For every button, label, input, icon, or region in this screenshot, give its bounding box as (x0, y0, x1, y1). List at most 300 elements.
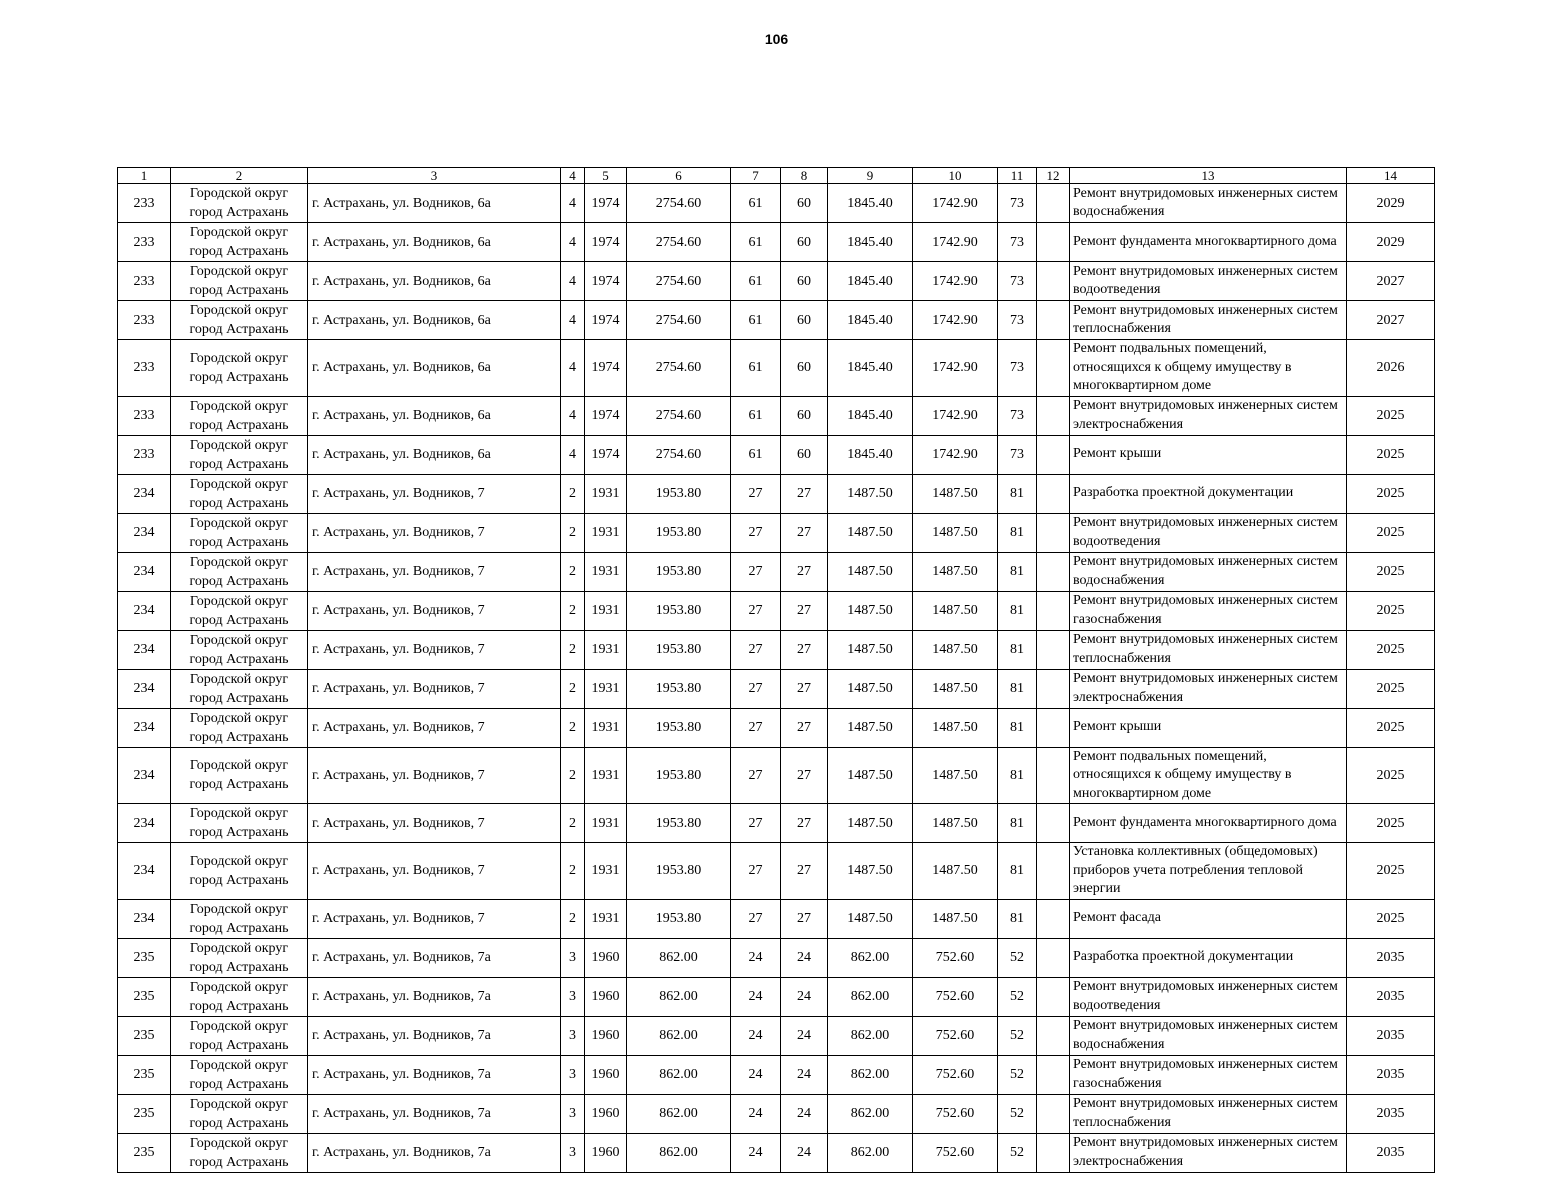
work-type-cell: Ремонт внутридомовых инженерных систем электроснабжения (1070, 669, 1347, 708)
apartments-cell: 27 (731, 513, 781, 552)
column-header: 12 (1037, 168, 1070, 184)
planned-year-cell: 2029 (1347, 223, 1435, 262)
apartments-cell: 24 (731, 938, 781, 977)
row-number-cell: 233 (118, 262, 171, 301)
address-cell: г. Астрахань, ул. Водников, 7а (308, 1055, 561, 1094)
column-header: 9 (828, 168, 913, 184)
apartments-cell: 24 (731, 1094, 781, 1133)
row-number-cell: 234 (118, 630, 171, 669)
residential-area-cell: 862.00 (828, 938, 913, 977)
residential-area-cell: 1845.40 (828, 340, 913, 397)
residents-cell: 81 (998, 630, 1037, 669)
extra-cell (1037, 1055, 1070, 1094)
floors-cell: 4 (561, 262, 585, 301)
residents-cell: 73 (998, 435, 1037, 474)
residents-cell: 52 (998, 1016, 1037, 1055)
column-header: 1 (118, 168, 171, 184)
residents-cell: 81 (998, 552, 1037, 591)
floors-cell: 2 (561, 843, 585, 900)
owned-area-cell: 1487.50 (913, 899, 998, 938)
row-number-cell: 234 (118, 474, 171, 513)
floors-cell: 2 (561, 669, 585, 708)
residential-premises-cell: 24 (781, 977, 828, 1016)
residential-area-cell: 1845.40 (828, 223, 913, 262)
extra-cell (1037, 340, 1070, 397)
table-row (118, 630, 1435, 669)
floors-cell: 2 (561, 474, 585, 513)
row-number-cell: 234 (118, 513, 171, 552)
work-type-cell: Установка коллективных (общедомовых) приборов учета потребления тепловой энергии (1070, 843, 1347, 900)
row-number-cell: 233 (118, 223, 171, 262)
apartments-cell: 27 (731, 591, 781, 630)
total-area-cell: 1953.80 (627, 708, 731, 747)
column-header: 2 (171, 168, 308, 184)
table-row (118, 340, 1435, 397)
total-area-cell: 1953.80 (627, 591, 731, 630)
row-number-cell: 233 (118, 301, 171, 340)
apartments-cell: 24 (731, 1016, 781, 1055)
planned-year-cell: 2025 (1347, 899, 1435, 938)
planned-year-cell: 2026 (1347, 340, 1435, 397)
residential-premises-cell: 27 (781, 747, 828, 804)
total-area-cell: 1953.80 (627, 804, 731, 843)
address-cell: г. Астрахань, ул. Водников, 7а (308, 977, 561, 1016)
total-area-cell: 1953.80 (627, 474, 731, 513)
extra-cell (1037, 396, 1070, 435)
floors-cell: 4 (561, 301, 585, 340)
owned-area-cell: 1742.90 (913, 340, 998, 397)
extra-cell (1037, 938, 1070, 977)
residents-cell: 73 (998, 396, 1037, 435)
year-built-cell: 1974 (585, 184, 627, 223)
floors-cell: 3 (561, 1016, 585, 1055)
extra-cell (1037, 843, 1070, 900)
table-row (118, 899, 1435, 938)
owned-area-cell: 752.60 (913, 1094, 998, 1133)
residential-premises-cell: 27 (781, 591, 828, 630)
apartments-cell: 27 (731, 747, 781, 804)
owned-area-cell: 1487.50 (913, 630, 998, 669)
year-built-cell: 1974 (585, 396, 627, 435)
year-built-cell: 1974 (585, 301, 627, 340)
residential-area-cell: 1845.40 (828, 184, 913, 223)
owned-area-cell: 752.60 (913, 938, 998, 977)
residential-premises-cell: 60 (781, 396, 828, 435)
planned-year-cell: 2027 (1347, 301, 1435, 340)
address-cell: г. Астрахань, ул. Водников, 7 (308, 669, 561, 708)
work-type-cell: Ремонт фундамента многоквартирного дома (1070, 804, 1347, 843)
column-header: 14 (1347, 168, 1435, 184)
apartments-cell: 24 (731, 1133, 781, 1172)
residential-area-cell: 1487.50 (828, 804, 913, 843)
owned-area-cell: 1742.90 (913, 262, 998, 301)
residential-area-cell: 1487.50 (828, 513, 913, 552)
residential-area-cell: 1845.40 (828, 435, 913, 474)
address-cell: г. Астрахань, ул. Водников, 7 (308, 899, 561, 938)
apartments-cell: 27 (731, 630, 781, 669)
column-header: 11 (998, 168, 1037, 184)
table-row (118, 708, 1435, 747)
row-number-cell: 233 (118, 340, 171, 397)
address-cell: г. Астрахань, ул. Водников, 7 (308, 552, 561, 591)
year-built-cell: 1960 (585, 1016, 627, 1055)
row-number-cell: 234 (118, 804, 171, 843)
column-header: 4 (561, 168, 585, 184)
owned-area-cell: 1487.50 (913, 708, 998, 747)
address-cell: г. Астрахань, ул. Водников, 6а (308, 184, 561, 223)
municipality-cell: Городской округ город Астрахань (171, 435, 308, 474)
page-number: 106 (764, 31, 789, 47)
address-cell: г. Астрахань, ул. Водников, 6а (308, 223, 561, 262)
planned-year-cell: 2025 (1347, 669, 1435, 708)
table-row (118, 1133, 1435, 1172)
residential-area-cell: 1845.40 (828, 396, 913, 435)
total-area-cell: 1953.80 (627, 843, 731, 900)
address-cell: г. Астрахань, ул. Водников, 7а (308, 1094, 561, 1133)
total-area-cell: 2754.60 (627, 223, 731, 262)
extra-cell (1037, 669, 1070, 708)
owned-area-cell: 1487.50 (913, 552, 998, 591)
residential-premises-cell: 60 (781, 301, 828, 340)
address-cell: г. Астрахань, ул. Водников, 6а (308, 262, 561, 301)
column-header: 7 (731, 168, 781, 184)
residential-area-cell: 1487.50 (828, 591, 913, 630)
residential-premises-cell: 60 (781, 340, 828, 397)
row-number-cell: 235 (118, 938, 171, 977)
year-built-cell: 1931 (585, 899, 627, 938)
owned-area-cell: 1742.90 (913, 184, 998, 223)
residential-premises-cell: 27 (781, 669, 828, 708)
planned-year-cell: 2035 (1347, 1133, 1435, 1172)
table-row (118, 552, 1435, 591)
year-built-cell: 1960 (585, 1094, 627, 1133)
residential-area-cell: 1487.50 (828, 843, 913, 900)
year-built-cell: 1931 (585, 513, 627, 552)
address-cell: г. Астрахань, ул. Водников, 7 (308, 630, 561, 669)
work-type-cell: Ремонт внутридомовых инженерных систем теплоснабжения (1070, 301, 1347, 340)
address-cell: г. Астрахань, ул. Водников, 7а (308, 938, 561, 977)
address-cell: г. Астрахань, ул. Водников, 7 (308, 474, 561, 513)
total-area-cell: 1953.80 (627, 669, 731, 708)
total-area-cell: 862.00 (627, 1094, 731, 1133)
extra-cell (1037, 435, 1070, 474)
planned-year-cell: 2029 (1347, 184, 1435, 223)
work-type-cell: Ремонт внутридомовых инженерных систем водоснабжения (1070, 184, 1347, 223)
floors-cell: 3 (561, 938, 585, 977)
work-type-cell: Ремонт подвальных помещений, относящихся к общему имуществу в многоквартирном доме (1070, 340, 1347, 397)
residential-area-cell: 1845.40 (828, 262, 913, 301)
extra-cell (1037, 262, 1070, 301)
floors-cell: 4 (561, 340, 585, 397)
year-built-cell: 1974 (585, 262, 627, 301)
table-row (118, 1094, 1435, 1133)
residential-area-cell: 1487.50 (828, 669, 913, 708)
work-type-cell: Ремонт внутридомовых инженерных систем газоснабжения (1070, 591, 1347, 630)
year-built-cell: 1931 (585, 669, 627, 708)
floors-cell: 2 (561, 552, 585, 591)
planned-year-cell: 2025 (1347, 474, 1435, 513)
residential-area-cell: 1845.40 (828, 301, 913, 340)
work-type-cell: Разработка проектной документации (1070, 474, 1347, 513)
year-built-cell: 1960 (585, 938, 627, 977)
table-row (118, 938, 1435, 977)
residents-cell: 81 (998, 513, 1037, 552)
total-area-cell: 1953.80 (627, 747, 731, 804)
residents-cell: 73 (998, 340, 1037, 397)
address-cell: г. Астрахань, ул. Водников, 7а (308, 1016, 561, 1055)
total-area-cell: 1953.80 (627, 513, 731, 552)
floors-cell: 3 (561, 977, 585, 1016)
year-built-cell: 1974 (585, 340, 627, 397)
row-number-cell: 235 (118, 1055, 171, 1094)
residential-premises-cell: 27 (781, 474, 828, 513)
residential-premises-cell: 27 (781, 708, 828, 747)
work-type-cell: Ремонт внутридомовых инженерных систем водоотведения (1070, 262, 1347, 301)
year-built-cell: 1960 (585, 977, 627, 1016)
table-row (118, 435, 1435, 474)
residents-cell: 73 (998, 184, 1037, 223)
year-built-cell: 1974 (585, 435, 627, 474)
extra-cell (1037, 1016, 1070, 1055)
work-type-cell: Ремонт крыши (1070, 708, 1347, 747)
row-number-cell: 234 (118, 669, 171, 708)
municipality-cell: Городской округ город Астрахань (171, 899, 308, 938)
work-type-cell: Ремонт внутридомовых инженерных систем теплоснабжения (1070, 1094, 1347, 1133)
row-number-cell: 234 (118, 747, 171, 804)
extra-cell (1037, 899, 1070, 938)
table-row (118, 843, 1435, 900)
floors-cell: 2 (561, 591, 585, 630)
municipality-cell: Городской округ город Астрахань (171, 977, 308, 1016)
floors-cell: 4 (561, 396, 585, 435)
extra-cell (1037, 223, 1070, 262)
header-row (118, 168, 1435, 184)
total-area-cell: 862.00 (627, 1016, 731, 1055)
municipality-cell: Городской округ город Астрахань (171, 301, 308, 340)
municipality-cell: Городской округ город Астрахань (171, 340, 308, 397)
table-body (118, 168, 1435, 1173)
apartments-cell: 27 (731, 843, 781, 900)
residents-cell: 52 (998, 1094, 1037, 1133)
residential-premises-cell: 24 (781, 1055, 828, 1094)
column-header: 13 (1070, 168, 1347, 184)
floors-cell: 2 (561, 747, 585, 804)
year-built-cell: 1931 (585, 474, 627, 513)
owned-area-cell: 752.60 (913, 1016, 998, 1055)
residential-area-cell: 1487.50 (828, 899, 913, 938)
extra-cell (1037, 474, 1070, 513)
floors-cell: 2 (561, 708, 585, 747)
extra-cell (1037, 977, 1070, 1016)
work-type-cell: Ремонт внутридомовых инженерных систем водоотведения (1070, 977, 1347, 1016)
residential-premises-cell: 24 (781, 938, 828, 977)
residents-cell: 81 (998, 474, 1037, 513)
extra-cell (1037, 747, 1070, 804)
total-area-cell: 2754.60 (627, 262, 731, 301)
work-type-cell: Ремонт внутридомовых инженерных систем теплоснабжения (1070, 630, 1347, 669)
total-area-cell: 2754.60 (627, 301, 731, 340)
total-area-cell: 2754.60 (627, 340, 731, 397)
residents-cell: 81 (998, 843, 1037, 900)
residential-premises-cell: 60 (781, 262, 828, 301)
row-number-cell: 233 (118, 435, 171, 474)
municipality-cell: Городской округ город Астрахань (171, 262, 308, 301)
table-row (118, 591, 1435, 630)
address-cell: г. Астрахань, ул. Водников, 7 (308, 708, 561, 747)
municipality-cell: Городской округ город Астрахань (171, 708, 308, 747)
residents-cell: 81 (998, 804, 1037, 843)
owned-area-cell: 1487.50 (913, 804, 998, 843)
municipality-cell: Городской округ город Астрахань (171, 184, 308, 223)
apartments-cell: 61 (731, 262, 781, 301)
residents-cell: 81 (998, 591, 1037, 630)
residential-premises-cell: 27 (781, 804, 828, 843)
address-cell: г. Астрахань, ул. Водников, 7 (308, 591, 561, 630)
municipality-cell: Городской округ город Астрахань (171, 223, 308, 262)
row-number-cell: 234 (118, 708, 171, 747)
municipality-cell: Городской округ город Астрахань (171, 843, 308, 900)
owned-area-cell: 1487.50 (913, 474, 998, 513)
extra-cell (1037, 513, 1070, 552)
column-header: 8 (781, 168, 828, 184)
owned-area-cell: 1487.50 (913, 747, 998, 804)
owned-area-cell: 1742.90 (913, 396, 998, 435)
residential-area-cell: 862.00 (828, 1133, 913, 1172)
table-row (118, 301, 1435, 340)
residential-area-cell: 1487.50 (828, 630, 913, 669)
residents-cell: 52 (998, 977, 1037, 1016)
residential-area-cell: 1487.50 (828, 708, 913, 747)
apartments-cell: 61 (731, 184, 781, 223)
table-row (118, 669, 1435, 708)
year-built-cell: 1931 (585, 591, 627, 630)
residential-premises-cell: 60 (781, 223, 828, 262)
table-row (118, 262, 1435, 301)
municipality-cell: Городской округ город Астрахань (171, 630, 308, 669)
work-type-cell: Ремонт внутридомовых инженерных систем электроснабжения (1070, 396, 1347, 435)
total-area-cell: 1953.80 (627, 899, 731, 938)
row-number-cell: 235 (118, 1094, 171, 1133)
apartments-cell: 27 (731, 899, 781, 938)
table-row (118, 1055, 1435, 1094)
extra-cell (1037, 804, 1070, 843)
address-cell: г. Астрахань, ул. Водников, 6а (308, 340, 561, 397)
apartments-cell: 27 (731, 552, 781, 591)
municipality-cell: Городской округ город Астрахань (171, 552, 308, 591)
address-cell: г. Астрахань, ул. Водников, 6а (308, 301, 561, 340)
extra-cell (1037, 1094, 1070, 1133)
residents-cell: 52 (998, 1133, 1037, 1172)
owned-area-cell: 1487.50 (913, 591, 998, 630)
work-type-cell: Ремонт подвальных помещений, относящихся к общему имуществу в многоквартирном доме (1070, 747, 1347, 804)
floors-cell: 4 (561, 435, 585, 474)
residential-premises-cell: 27 (781, 899, 828, 938)
apartments-cell: 61 (731, 396, 781, 435)
planned-year-cell: 2025 (1347, 513, 1435, 552)
owned-area-cell: 1487.50 (913, 669, 998, 708)
residential-premises-cell: 24 (781, 1133, 828, 1172)
address-cell: г. Астрахань, ул. Водников, 7а (308, 1133, 561, 1172)
extra-cell (1037, 708, 1070, 747)
municipality-cell: Городской округ город Астрахань (171, 669, 308, 708)
municipality-cell: Городской округ город Астрахань (171, 1094, 308, 1133)
planned-year-cell: 2025 (1347, 804, 1435, 843)
work-type-cell: Ремонт крыши (1070, 435, 1347, 474)
residential-premises-cell: 24 (781, 1016, 828, 1055)
floors-cell: 3 (561, 1055, 585, 1094)
row-number-cell: 233 (118, 184, 171, 223)
row-number-cell: 234 (118, 843, 171, 900)
municipality-cell: Городской округ город Астрахань (171, 938, 308, 977)
work-type-cell: Разработка проектной документации (1070, 938, 1347, 977)
total-area-cell: 2754.60 (627, 435, 731, 474)
residential-premises-cell: 60 (781, 184, 828, 223)
work-type-cell: Ремонт внутридомовых инженерных систем электроснабжения (1070, 1133, 1347, 1172)
table-row (118, 1016, 1435, 1055)
residential-premises-cell: 60 (781, 435, 828, 474)
total-area-cell: 1953.80 (627, 630, 731, 669)
row-number-cell: 233 (118, 396, 171, 435)
extra-cell (1037, 552, 1070, 591)
year-built-cell: 1931 (585, 843, 627, 900)
total-area-cell: 1953.80 (627, 552, 731, 591)
year-built-cell: 1960 (585, 1055, 627, 1094)
residents-cell: 73 (998, 262, 1037, 301)
extra-cell (1037, 301, 1070, 340)
municipality-cell: Городской округ город Астрахань (171, 513, 308, 552)
owned-area-cell: 1487.50 (913, 513, 998, 552)
year-built-cell: 1931 (585, 804, 627, 843)
address-cell: г. Астрахань, ул. Водников, 7 (308, 843, 561, 900)
total-area-cell: 2754.60 (627, 184, 731, 223)
planned-year-cell: 2035 (1347, 1016, 1435, 1055)
repair-program-table (117, 167, 1435, 1173)
floors-cell: 2 (561, 630, 585, 669)
row-number-cell: 235 (118, 1016, 171, 1055)
apartments-cell: 61 (731, 223, 781, 262)
work-type-cell: Ремонт внутридомовых инженерных систем водоснабжения (1070, 552, 1347, 591)
year-built-cell: 1931 (585, 552, 627, 591)
municipality-cell: Городской округ город Астрахань (171, 1016, 308, 1055)
apartments-cell: 27 (731, 804, 781, 843)
planned-year-cell: 2025 (1347, 591, 1435, 630)
apartments-cell: 61 (731, 301, 781, 340)
owned-area-cell: 1487.50 (913, 843, 998, 900)
row-number-cell: 235 (118, 977, 171, 1016)
apartments-cell: 27 (731, 708, 781, 747)
planned-year-cell: 2025 (1347, 630, 1435, 669)
row-number-cell: 234 (118, 552, 171, 591)
year-built-cell: 1931 (585, 747, 627, 804)
municipality-cell: Городской округ город Астрахань (171, 474, 308, 513)
apartments-cell: 24 (731, 977, 781, 1016)
planned-year-cell: 2025 (1347, 552, 1435, 591)
municipality-cell: Городской округ город Астрахань (171, 1055, 308, 1094)
planned-year-cell: 2025 (1347, 435, 1435, 474)
column-header: 6 (627, 168, 731, 184)
residential-premises-cell: 27 (781, 552, 828, 591)
floors-cell: 3 (561, 1094, 585, 1133)
residents-cell: 81 (998, 899, 1037, 938)
residents-cell: 81 (998, 669, 1037, 708)
work-type-cell: Ремонт внутридомовых инженерных систем водоотведения (1070, 513, 1347, 552)
residential-area-cell: 862.00 (828, 1055, 913, 1094)
column-header: 5 (585, 168, 627, 184)
total-area-cell: 2754.60 (627, 396, 731, 435)
extra-cell (1037, 184, 1070, 223)
address-cell: г. Астрахань, ул. Водников, 6а (308, 396, 561, 435)
residential-area-cell: 1487.50 (828, 747, 913, 804)
